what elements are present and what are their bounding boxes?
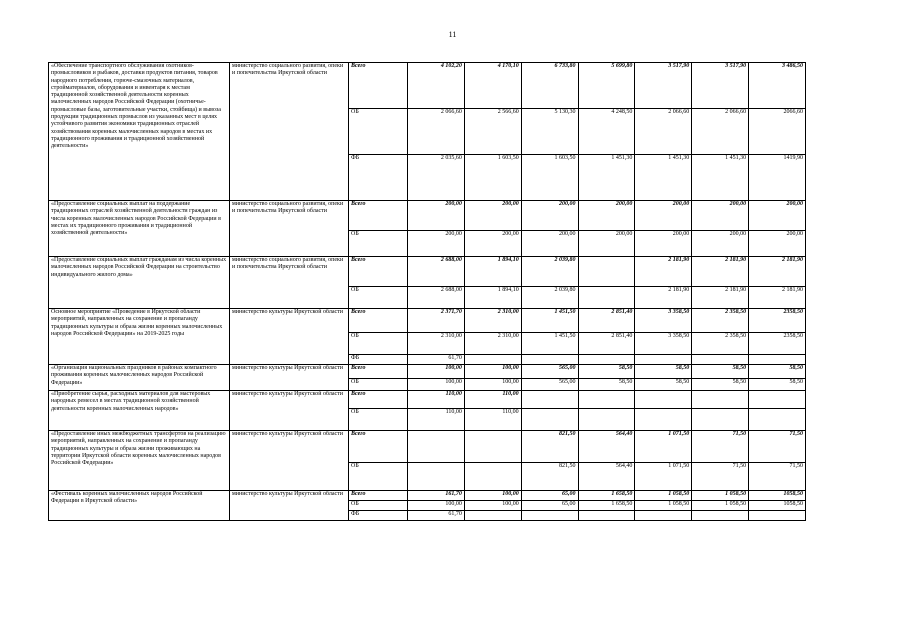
amount-cell: 2 039,80 — [521, 287, 578, 309]
amount-cell: 71,50 — [749, 463, 806, 491]
amount-cell: 58,50 — [635, 365, 692, 379]
funding-source: ОБ — [349, 463, 408, 491]
amount-cell: 2 851,40 — [578, 309, 635, 333]
funding-source: ОБ — [349, 231, 408, 257]
amount-cell: 58,50 — [578, 365, 635, 379]
amount-cell: 200,00 — [464, 201, 521, 231]
funding-source: ОБ — [349, 501, 408, 511]
amount-cell: 200,00 — [635, 231, 692, 257]
budget-table — [48, 62, 806, 521]
funding-source: Всего — [349, 431, 408, 463]
amount-cell: 1 603,50 — [521, 155, 578, 201]
amount-cell: 1 451,30 — [692, 155, 749, 201]
amount-cell: 200,00 — [692, 231, 749, 257]
amount-cell: 1 894,10 — [464, 287, 521, 309]
amount-cell: 58,50 — [692, 379, 749, 391]
amount-cell: 2 310,00 — [464, 333, 521, 355]
amount-cell: 565,00 — [521, 365, 578, 379]
amount-cell — [521, 355, 578, 365]
responsible-executor: министерство социального развития, опеки и попечительства Иркутской области — [230, 201, 349, 257]
amount-cell: 2 181,90 — [749, 257, 806, 287]
amount-cell: 3 358,50 — [635, 333, 692, 355]
amount-cell — [408, 431, 465, 463]
amount-cell: 1 658,50 — [578, 491, 635, 501]
amount-cell: 58,50 — [749, 379, 806, 391]
amount-cell — [692, 355, 749, 365]
amount-cell: 2066,60 — [749, 109, 806, 155]
amount-cell: 4 248,50 — [578, 109, 635, 155]
amount-cell: 2 066,60 — [635, 109, 692, 155]
amount-cell: 2 688,00 — [408, 287, 465, 309]
amount-cell: 2358,50 — [749, 333, 806, 355]
amount-cell — [464, 511, 521, 521]
amount-cell: 200,00 — [692, 201, 749, 231]
amount-cell: 1058,50 — [749, 491, 806, 501]
funding-source: ФБ — [349, 511, 408, 521]
funding-source: Всего — [349, 391, 408, 409]
funding-source: ОБ — [349, 333, 408, 355]
amount-cell: 200,00 — [408, 201, 465, 231]
funding-source: Всего — [349, 365, 408, 379]
amount-cell: 58,50 — [578, 379, 635, 391]
amount-cell: 4 102,20 — [408, 63, 465, 109]
amount-cell: 2 310,00 — [408, 333, 465, 355]
amount-cell: 71,50 — [749, 431, 806, 463]
amount-cell — [635, 355, 692, 365]
amount-cell: 1 071,50 — [635, 463, 692, 491]
activity-description: «Приобретение сырья, расходных материалов для мастеровых народных ремесел в местах традиционной хозяйственной деятельности коренных малочисленных народов» — [49, 391, 230, 431]
amount-cell: 110,00 — [408, 409, 465, 431]
table-row — [49, 201, 806, 231]
amount-cell — [578, 391, 635, 409]
amount-cell: 1419,90 — [749, 155, 806, 201]
amount-cell: 2 851,40 — [578, 333, 635, 355]
amount-cell: 2358,50 — [749, 309, 806, 333]
amount-cell: 2 066,60 — [692, 109, 749, 155]
amount-cell: 1 603,50 — [464, 155, 521, 201]
amount-cell: 1 058,50 — [692, 501, 749, 511]
table-row — [49, 365, 806, 379]
table-row — [49, 309, 806, 333]
amount-cell: 2 066,60 — [408, 109, 465, 155]
responsible-executor: министерство культуры Иркутской области — [230, 491, 349, 521]
funding-source: ФБ — [349, 155, 408, 201]
activity-description: «Фестиваль коренных малочисленных народов Российской Федерации в Иркутской области» — [49, 491, 230, 521]
amount-cell — [749, 511, 806, 521]
amount-cell: 58,50 — [749, 365, 806, 379]
amount-cell: 2 035,60 — [408, 155, 465, 201]
activity-description: «Организация национальных праздников в районах компактного проживания коренных малочисленных народов Российской Федерации» — [49, 365, 230, 391]
amount-cell: 3 486,50 — [749, 63, 806, 109]
funding-source: ОБ — [349, 287, 408, 309]
amount-cell: 2 371,70 — [408, 309, 465, 333]
amount-cell: 200,00 — [635, 201, 692, 231]
activity-description: «Предоставление иных межбюджетных трансфертов на реализацию мероприятий, направленных на сохранение и пропаганду традиционных культуры и образа жизни проживающих на территории Иркутской области коренных малочисленных народов Российской Федерации» — [49, 431, 230, 491]
amount-cell: 200,00 — [578, 201, 635, 231]
amount-cell — [578, 511, 635, 521]
amount-cell — [692, 409, 749, 431]
activity-description: «Предоставление социальных выплат гражданам из числа коренных малочисленных народов Российской Федерации на строительство индивидуального жилого дома» — [49, 257, 230, 309]
funding-source: Всего — [349, 63, 408, 109]
table-row — [49, 491, 806, 501]
amount-cell — [521, 409, 578, 431]
amount-cell: 6 733,80 — [521, 63, 578, 109]
amount-cell: 1 658,50 — [578, 501, 635, 511]
amount-cell: 110,00 — [464, 391, 521, 409]
funding-source: Всего — [349, 201, 408, 231]
amount-cell: 2 358,50 — [692, 333, 749, 355]
table-row — [49, 431, 806, 463]
table-row — [49, 257, 806, 287]
amount-cell: 71,50 — [692, 431, 749, 463]
amount-cell — [521, 391, 578, 409]
amount-cell: 1 058,50 — [635, 501, 692, 511]
funding-source: ФБ — [349, 355, 408, 365]
amount-cell: 5 130,30 — [521, 109, 578, 155]
amount-cell: 110,00 — [464, 409, 521, 431]
amount-cell: 2 181,90 — [692, 287, 749, 309]
responsible-executor: министерство культуры Иркутской области — [230, 309, 349, 365]
amount-cell — [578, 355, 635, 365]
amount-cell — [464, 463, 521, 491]
amount-cell: 564,40 — [578, 463, 635, 491]
amount-cell — [749, 409, 806, 431]
budget-table-body — [49, 63, 806, 521]
amount-cell: 200,00 — [521, 231, 578, 257]
responsible-executor: министерство социального развития, опеки и попечительства Иркутской области — [230, 257, 349, 309]
amount-cell: 200,00 — [749, 231, 806, 257]
amount-cell: 2 039,80 — [521, 257, 578, 287]
amount-cell: 5 699,80 — [578, 63, 635, 109]
responsible-executor: министерство социального развития, опеки и попечительства Иркутской области — [230, 63, 349, 201]
amount-cell — [635, 511, 692, 521]
amount-cell: 1 894,10 — [464, 257, 521, 287]
amount-cell: 1 451,50 — [521, 333, 578, 355]
amount-cell — [749, 391, 806, 409]
responsible-executor: министерство культуры Иркутской области — [230, 365, 349, 391]
funding-source: ОБ — [349, 379, 408, 391]
amount-cell: 200,00 — [408, 231, 465, 257]
responsible-executor: министерство культуры Иркутской области — [230, 391, 349, 431]
table-row — [49, 63, 806, 109]
amount-cell — [578, 287, 635, 309]
activity-description: «Предоставление социальных выплат на поддержание традиционных отраслей хозяйственной деятельности граждан из числа коренных малочисленных народов Российской Федерации в местах их традиционного проживания и традиционной хозяйственной деятельности» — [49, 201, 230, 257]
amount-cell: 2 310,00 — [464, 309, 521, 333]
amount-cell: 58,50 — [635, 379, 692, 391]
amount-cell: 2 358,50 — [692, 309, 749, 333]
funding-source: Всего — [349, 491, 408, 501]
amount-cell: 565,00 — [521, 379, 578, 391]
amount-cell — [749, 355, 806, 365]
amount-cell: 58,50 — [692, 365, 749, 379]
amount-cell: 4 170,10 — [464, 63, 521, 109]
amount-cell: 1 451,30 — [635, 155, 692, 201]
amount-cell — [521, 511, 578, 521]
activity-description: Основное мероприятие «Проведение в Иркутской области мероприятий, направленных на сохранение и пропаганду традиционных культуры и образа жизни коренных малочисленных народов Российской Федерации» на 2019-2025 годы — [49, 309, 230, 365]
amount-cell: 100,00 — [408, 379, 465, 391]
amount-cell — [578, 257, 635, 287]
funding-source: Всего — [349, 257, 408, 287]
amount-cell: 161,70 — [408, 491, 465, 501]
amount-cell — [635, 391, 692, 409]
amount-cell: 1 451,50 — [521, 309, 578, 333]
amount-cell: 61,70 — [408, 355, 465, 365]
amount-cell: 821,50 — [521, 463, 578, 491]
amount-cell: 1 451,30 — [578, 155, 635, 201]
amount-cell: 100,00 — [464, 501, 521, 511]
amount-cell — [578, 409, 635, 431]
amount-cell: 65,00 — [521, 491, 578, 501]
amount-cell: 2 181,90 — [635, 287, 692, 309]
amount-cell: 1 071,50 — [635, 431, 692, 463]
amount-cell: 200,00 — [464, 231, 521, 257]
amount-cell — [408, 463, 465, 491]
amount-cell: 564,40 — [578, 431, 635, 463]
amount-cell: 1058,50 — [749, 501, 806, 511]
amount-cell — [464, 431, 521, 463]
amount-cell: 3 358,50 — [635, 309, 692, 333]
amount-cell: 200,00 — [578, 231, 635, 257]
amount-cell: 65,00 — [521, 501, 578, 511]
amount-cell: 100,00 — [408, 501, 465, 511]
amount-cell: 61,70 — [408, 511, 465, 521]
funding-source: ОБ — [349, 109, 408, 155]
amount-cell — [692, 511, 749, 521]
amount-cell: 3 517,90 — [635, 63, 692, 109]
amount-cell: 100,00 — [464, 365, 521, 379]
amount-cell — [692, 391, 749, 409]
amount-cell — [464, 355, 521, 365]
amount-cell — [635, 409, 692, 431]
amount-cell: 821,50 — [521, 431, 578, 463]
page-number: 11 — [448, 30, 457, 39]
amount-cell: 200,00 — [749, 201, 806, 231]
funding-source: Всего — [349, 309, 408, 333]
amount-cell: 1 058,50 — [635, 491, 692, 501]
amount-cell: 100,00 — [408, 365, 465, 379]
amount-cell: 2 181,90 — [692, 257, 749, 287]
amount-cell: 100,00 — [464, 491, 521, 501]
amount-cell: 2 181,90 — [749, 287, 806, 309]
amount-cell: 2 566,60 — [464, 109, 521, 155]
responsible-executor: министерство культуры Иркутской области — [230, 431, 349, 491]
amount-cell: 1 058,50 — [692, 491, 749, 501]
table-row — [49, 391, 806, 409]
activity-description: «Обеспечение транспортного обслуживания охотников-промысловиков и рыбаков, доставки продуктов питания, товаров народного потребления, горюче-смазочных материалов, стройматериалов, оборудования и инвентаря к местам традиционной хозяйственной деятельности коренных малочисленных народов Российской Федерации (охотничье-промысловые базы, заготовительные участки, стойбища) и вывоза продукции традиционных промыслов из указанных мест в целях устойчивого развития экономики традиционных отраслей хозяйствования коренных малочисленных народов в местах их традиционного проживания и традиционной хозяйственной деятельности» — [49, 63, 230, 201]
amount-cell: 2 688,00 — [408, 257, 465, 287]
amount-cell: 3 517,90 — [692, 63, 749, 109]
amount-cell: 71,50 — [692, 463, 749, 491]
amount-cell: 100,00 — [464, 379, 521, 391]
amount-cell: 200,00 — [521, 201, 578, 231]
amount-cell: 110,00 — [408, 391, 465, 409]
amount-cell: 2 181,90 — [635, 257, 692, 287]
funding-source: ОБ — [349, 409, 408, 431]
